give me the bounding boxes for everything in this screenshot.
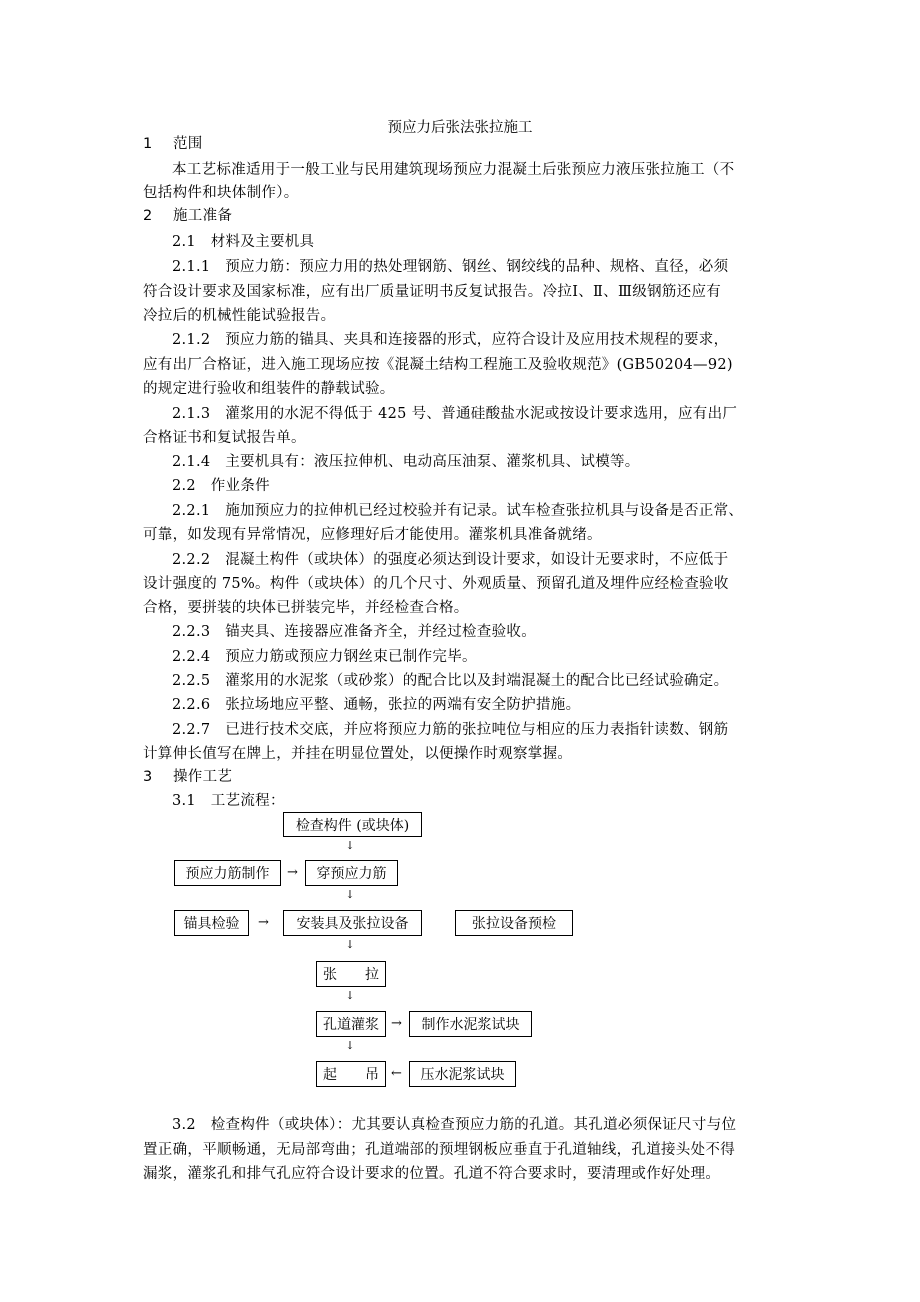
flow-box-tension: 张 拉 <box>316 961 386 987</box>
flow-box-anchor-check: 锚具检验 <box>174 910 249 936</box>
subsection-heading: 2.2 作业条件 <box>172 478 270 494</box>
paragraph-line: 2.2.7 已进行技术交底，并应将预应力筋的张拉吨位与相应的压力表指针读数、钢筋 <box>172 722 729 738</box>
section-number: 1 <box>143 136 153 152</box>
paragraph-line: 2.1.4 主要机具有：液压拉伸机、电动高压油泵、灌浆机具、试模等。 <box>172 454 640 470</box>
arrow-down-icon: ↓ <box>345 989 355 1002</box>
subsection-heading: 2.1 材料及主要机具 <box>172 234 315 250</box>
flow-box-install-equipment: 安装具及张拉设备 <box>283 910 422 936</box>
paragraph-line: 合格证书和复试报告单。 <box>143 430 306 446</box>
section-title: 范围 <box>173 136 203 152</box>
paragraph-line: 2.1.3 灌浆用的水泥不得低于 425 号、普通硅酸盐水泥或按设计要求选用，应有出厂 <box>172 406 738 422</box>
paragraph-line: 可靠，如发现有异常情况，应修理好后才能使用。灌浆机具准备就绪。 <box>143 527 602 543</box>
paragraph-line: 3.2 检查构件（或块体）：尤其要认真检查预应力筋的孔道。其孔道必须保证尺寸与位 <box>172 1117 737 1133</box>
arrow-right-icon: → <box>258 915 269 930</box>
arrow-down-icon: ↓ <box>345 938 355 951</box>
arrow-down-icon: ↓ <box>345 839 355 852</box>
paragraph-line: 本工艺标准适用于一般工业与民用建筑现场预应力混凝土后张预应力液压张拉施工（不 <box>172 162 735 178</box>
paragraph-line: 应有出厂合格证，进入施工现场应按《混凝土结构工程施工及验收规范》(GB50204—92) <box>143 357 733 373</box>
flow-box-thread-tendon: 穿预应力筋 <box>305 860 398 886</box>
subsection-heading: 3.1 工艺流程： <box>172 793 285 809</box>
paragraph-line: 漏浆，灌浆孔和排气孔应符合设计要求的位置。孔道不符合要求时，要清理或作好处理。 <box>143 1166 721 1182</box>
paragraph-line: 2.1.1 预应力筋：预应力用的热处理钢筋、钢丝、钢绞线的品种、规格、直径，必须 <box>172 259 729 275</box>
arrow-right-icon: → <box>391 1016 402 1031</box>
paragraph-line: 包括构件和块体制作）。 <box>143 185 299 201</box>
section-3-heading <box>143 766 783 788</box>
paragraph-line: 2.2.1 施加预应力的拉伸机已经过校验并有记录。试车检查张拉机具与设备是否正常、 <box>172 503 744 519</box>
section-1-heading <box>143 133 783 155</box>
arrow-down-icon: ↓ <box>345 1039 355 1052</box>
flow-box-make-tendon: 预应力筋制作 <box>174 860 281 886</box>
section-title: 施工准备 <box>173 208 233 224</box>
arrow-right-icon: → <box>287 865 298 880</box>
flow-box-lift: 起 吊 <box>316 1061 386 1087</box>
flow-box-inspect: 检查构件 (或块体) <box>283 812 422 837</box>
section-title: 操作工艺 <box>173 769 233 785</box>
paragraph-line: 冷拉后的机械性能试验报告。 <box>143 308 336 324</box>
arrow-left-icon: ← <box>391 1066 402 1081</box>
paragraph-line: 2.2.3 锚夹具、连接器应准备齐全，并经过检查验收。 <box>172 624 536 640</box>
paragraph-line: 符合设计要求及国家标准，应有出厂质量证明书反复试报告。冷拉Ⅰ、Ⅱ、Ⅲ级钢筋还应有 <box>143 284 722 300</box>
paragraph-line: 计算伸长值写在牌上，并挂在明显位置处，以便操作时观察掌握。 <box>143 746 573 762</box>
paragraph-line: 2.2.6 张拉场地应平整、通畅，张拉的两端有安全防护措施。 <box>172 697 581 713</box>
flow-box-mortar-block: 制作水泥浆试块 <box>409 1011 532 1037</box>
flow-box-precheck-equipment: 张拉设备预检 <box>455 910 573 936</box>
document-title: 预应力后张法张拉施工 <box>387 120 533 136</box>
arrow-down-icon: ↓ <box>345 888 355 901</box>
paragraph-line: 设计强度的 75%。构件（或块体）的几个尺寸、外观质量、预留孔道及埋件应经检查验收 <box>143 576 729 592</box>
paragraph-line: 合格，要拼装的块体已拼装完毕，并经检查合格。 <box>143 600 469 616</box>
section-2-heading <box>143 205 783 227</box>
flow-box-grout: 孔道灌浆 <box>316 1011 386 1037</box>
section-number: 3 <box>143 769 153 785</box>
paragraph-line: 2.2.4 预应力筋或预应力钢丝束已制作完毕。 <box>172 649 477 665</box>
paragraph-line: 2.1.2 预应力筋的锚具、夹具和连接器的形式，应符合设计及应用技术规程的要求， <box>172 332 729 348</box>
flow-box-press-block: 压水泥浆试块 <box>409 1061 516 1087</box>
paragraph-line: 的规定进行验收和组装件的静载试验。 <box>143 381 395 397</box>
paragraph-line: 置正确，平顺畅通，无局部弯曲；孔道端部的预埋钢板应垂直于孔道轴线，孔道接头处不得 <box>143 1142 735 1158</box>
section-number: 2 <box>143 208 153 224</box>
paragraph-line: 2.2.2 混凝土构件（或块体）的强度必须达到设计要求，如设计无要求时，不应低于 <box>172 552 729 568</box>
paragraph-line: 2.2.5 灌浆用的水泥浆（或砂浆）的配合比以及封端混凝土的配合比已经试验确定。 <box>172 673 729 689</box>
